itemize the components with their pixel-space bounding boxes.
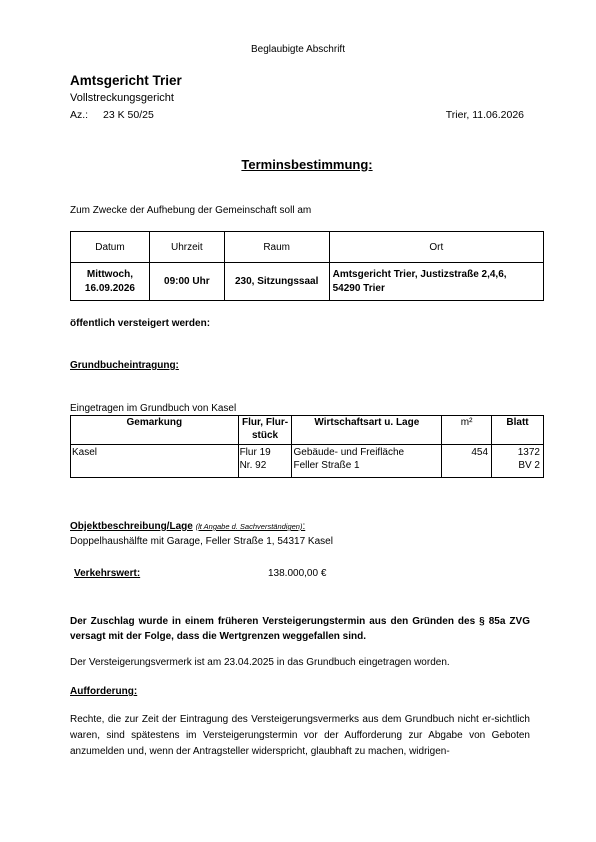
ort-line: Amtsgericht Trier, Justizstraße 2,4,6, xyxy=(332,268,507,280)
objekt-colon: : xyxy=(302,521,306,532)
table-header-row xyxy=(71,232,544,263)
column-header: Raum xyxy=(224,232,329,263)
court-name: Amtsgericht Trier xyxy=(70,73,182,88)
objekt-note: (lt Angabe d. Sachverständigen) xyxy=(195,522,303,531)
case-number-label: Az.: xyxy=(70,109,89,121)
case-number: 23 K 50/25 xyxy=(103,109,154,121)
header-line: Flur, Flur- xyxy=(241,417,289,428)
aufforderung-heading: Aufforderung: xyxy=(70,686,138,697)
column-header: m² xyxy=(442,416,492,445)
blatt-line: 1372 xyxy=(517,447,540,458)
grundbuch-table xyxy=(70,415,544,478)
verkehrswert-value: 138.000,00 € xyxy=(268,568,327,579)
column-header: Wirtschaftsart u. Lage xyxy=(292,416,442,445)
gemarkung-cell: Kasel xyxy=(71,445,239,478)
court-department: Vollstreckungsgericht xyxy=(70,92,174,104)
wirtschaft-line: Gebäude- und Freifläche xyxy=(293,447,405,458)
column-header: Ort xyxy=(329,232,543,263)
datum-weekday: Mittwoch, xyxy=(86,268,133,280)
flur-cell xyxy=(238,445,292,478)
termin-ort xyxy=(329,263,543,301)
header-line: stück xyxy=(251,430,279,441)
page-title: Terminsbestimmung: xyxy=(241,157,373,172)
wirtschaft-cell xyxy=(292,445,442,478)
column-header: Blatt xyxy=(492,416,544,445)
grundbuch-intro: Eingetragen im Grundbuch von Kasel xyxy=(70,403,237,414)
vermerk-text: Der Versteigerungsvermerk ist am 23.04.2025 in das Grundbuch eingetragen worden. xyxy=(70,657,450,668)
column-header: Gemarkung xyxy=(71,416,239,445)
blatt-cell xyxy=(492,445,544,478)
flur-line: Flur 19 xyxy=(239,447,271,458)
intro-text: Zum Zwecke der Aufhebung der Gemeinschaft soll am xyxy=(70,205,312,216)
datum-date: 16.09.2026 xyxy=(84,282,135,294)
flur-line: Nr. 92 xyxy=(239,460,267,471)
wirtschaft-line: Feller Straße 1 xyxy=(293,460,360,471)
objekt-heading: Objektbeschreibung/Lage xyxy=(70,521,193,532)
grundbuch-heading: Grundbucheintragung: xyxy=(70,360,179,371)
zuschlag-text: Der Zuschlag wurde in einem früheren Versteigerungstermin aus den Gründen des § 85a ZVG versagt mit der Folge, dass die Wertgrenzen weggefallen sind. xyxy=(70,616,530,642)
ort-line: 54290 Trier xyxy=(332,282,385,294)
table-row xyxy=(71,263,544,301)
table-header-row xyxy=(71,416,544,445)
column-header: Uhrzeit xyxy=(149,232,224,263)
aufforderung-text: Rechte, die zur Zeit der Eintragung des Versteigerungsvermerks aus dem Grundbuch nicht er-sichtlich waren, sind spätestens im Versteigerungstermin vor der Aufforderung zur Abgabe von Geboten anzumelden und, wenn der Antragsteller widerspricht, glaubhaft zu machen, widrigen- xyxy=(70,714,530,757)
termin-raum: 230, Sitzungssaal xyxy=(224,263,329,301)
column-header xyxy=(238,416,292,445)
termin-datum xyxy=(71,263,150,301)
objekt-text: Doppelhaushälfte mit Garage, Feller Straße 1, 54317 Kasel xyxy=(70,536,333,547)
verkehrswert-label: Verkehrswert: xyxy=(74,568,141,579)
objekt-heading-line xyxy=(70,521,305,532)
m2-cell: 454 xyxy=(442,445,492,478)
document-caption: Beglaubigte Abschrift xyxy=(251,44,345,55)
termin-uhrzeit: 09:00 Uhr xyxy=(149,263,224,301)
place-date: Trier, 11.06.2026 xyxy=(445,109,524,121)
versteigert-text: öffentlich versteigert werden: xyxy=(70,318,211,329)
table-row xyxy=(71,445,544,478)
termin-table xyxy=(70,231,544,301)
blatt-line: BV 2 xyxy=(518,460,540,471)
column-header: Datum xyxy=(71,232,150,263)
